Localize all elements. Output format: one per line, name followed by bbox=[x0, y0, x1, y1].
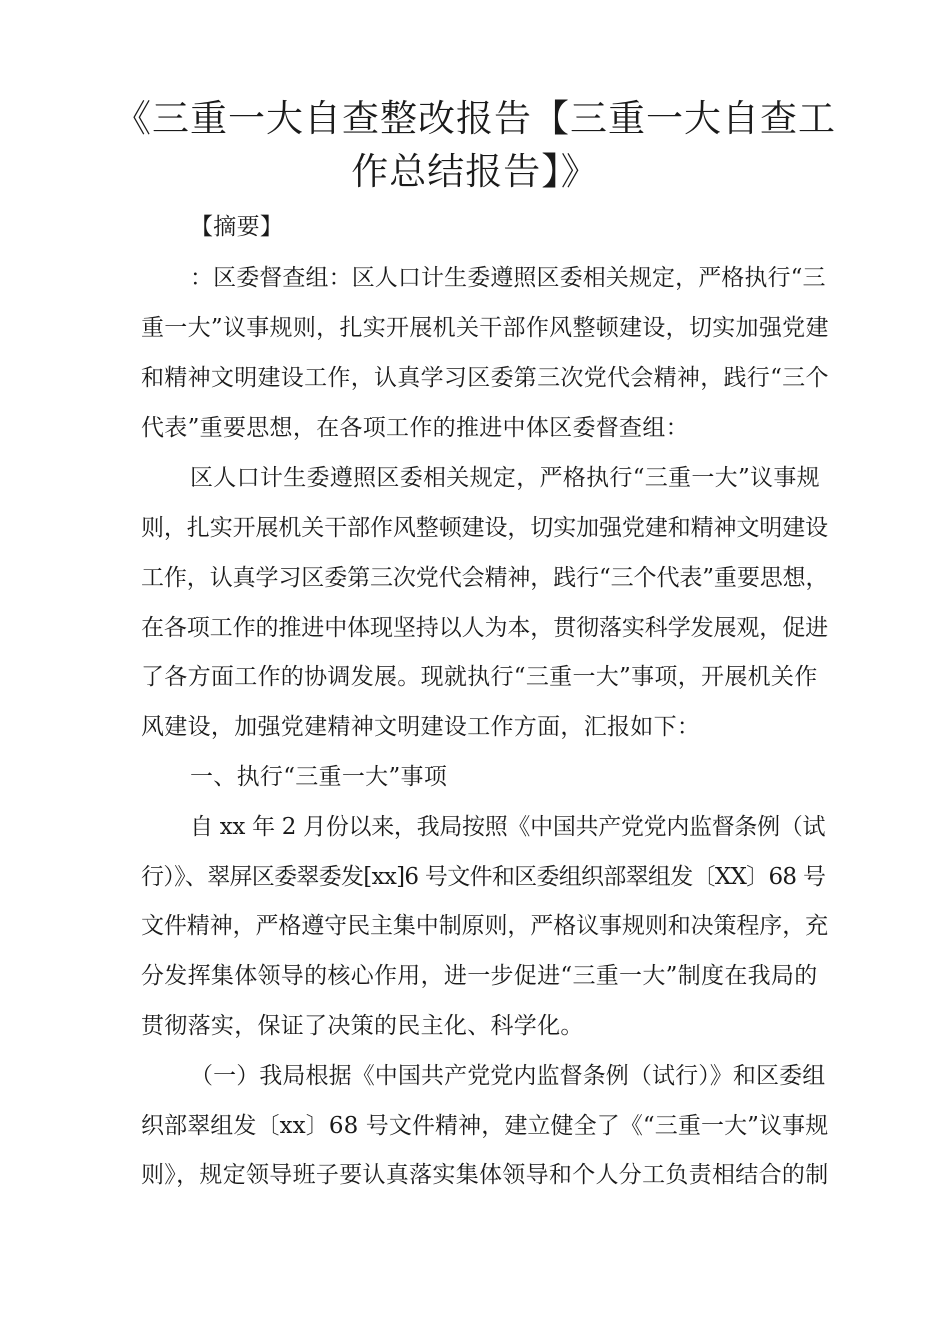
title-line: 《三重一大自查整改报告【三重一大自查工 bbox=[114, 97, 836, 140]
paragraph-line: 则》，规定领导班子要认真落实集体领导和个人分工负责相结合的制 bbox=[141, 1162, 829, 1188]
title-line: 作总结报告】》 bbox=[351, 150, 599, 193]
paragraph-line: 行）》、翠屏区委翠委发[xx]6 号文件和区委组织部翠组发〔XX〕68 号 bbox=[141, 864, 826, 890]
paragraph-line: 织部翠组发〔xx〕68 号文件精神，建立健全了《“三重一大”议事规 bbox=[141, 1113, 829, 1139]
paragraph-line: ：区委督查组：区人口计生委遵照区委相关规定，严格执行“三 bbox=[190, 265, 826, 291]
paragraph-line: 自 xx 年 2 月份以来，我局按照《中国共产党党内监督条例（试 bbox=[190, 814, 826, 840]
paragraph-line: 工作，认真学习区委第三次党代会精神，践行“三个代表”重要思想， bbox=[141, 565, 829, 591]
paragraph-line: 风建设，加强党建精神文明建设工作方面，汇报如下： bbox=[141, 714, 701, 740]
document-title bbox=[100, 92, 850, 198]
abstract-label: 【摘要】 bbox=[190, 214, 284, 240]
paragraph-line: 代表”重要思想，在各项工作的推进中体区委督查组： bbox=[141, 415, 689, 441]
paragraph-line: 则，扎实开展机关干部作风整顿建设，切实加强党建和精神文明建设 bbox=[141, 515, 829, 541]
paragraph-line: 了各方面工作的协调发展。现就执行“三重一大”事项，开展机关作 bbox=[141, 664, 818, 690]
paragraph-line: 重一大”议事规则，扎实开展机关干部作风整顿建设，切实加强党建 bbox=[141, 315, 829, 341]
paragraph-line: 区人口计生委遵照区委相关规定，严格执行“三重一大”议事规 bbox=[190, 465, 820, 491]
paragraph-line: 在各项工作的推进中体现坚持以人为本，贯彻落实科学发展观，促进 bbox=[141, 615, 829, 641]
paragraph-line: （一）我局根据《中国共产党党内监督条例（试行）》和区委组 bbox=[190, 1063, 826, 1089]
paragraph-line: 贯彻落实，保证了决策的民主化、科学化。 bbox=[141, 1013, 584, 1039]
paragraph-line: 文件精神，严格遵守民主集中制原则，严格议事规则和决策程序，充 bbox=[141, 913, 829, 939]
paragraph-line: 和精神文明建设工作，认真学习区委第三次党代会精神，践行“三个 bbox=[141, 365, 829, 391]
paragraph-line: 分发挥集体领导的核心作用，进一步促进“三重一大”制度在我局的 bbox=[141, 963, 818, 989]
section-heading: 一、执行“三重一大”事项 bbox=[190, 764, 448, 790]
